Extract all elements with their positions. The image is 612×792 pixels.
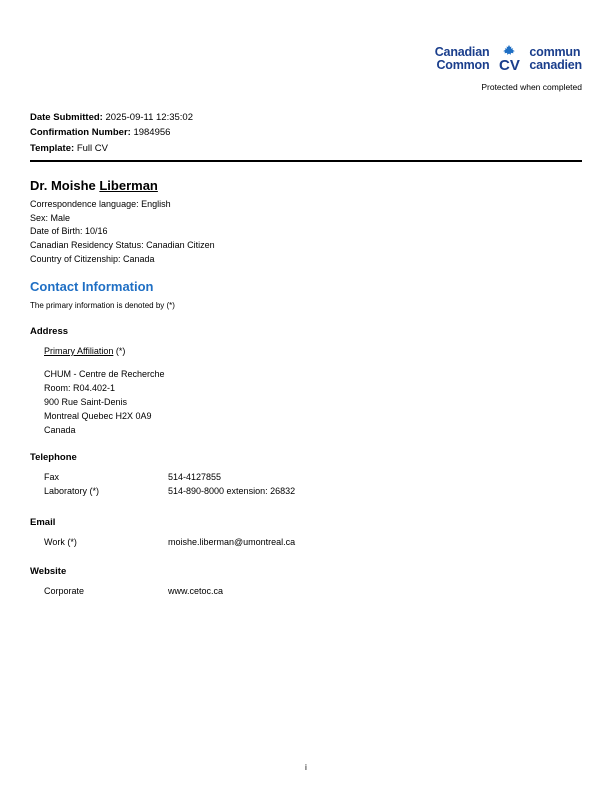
confirmation-number-value: 1984956 — [133, 127, 171, 139]
protected-notice: Protected when completed — [481, 82, 582, 92]
telephone-row — [44, 485, 295, 499]
email-row — [44, 536, 295, 550]
logo-text-left — [435, 46, 490, 72]
maple-leaf-icon — [501, 44, 517, 58]
logo-wordmark — [435, 44, 582, 74]
template-value: Full CV — [76, 142, 108, 154]
website-type: Corporate — [44, 586, 85, 596]
date-submitted-label: Date Submitted: — [30, 112, 103, 123]
address-line: Room: R04.402-1 — [44, 382, 116, 393]
primary-affiliation-label: Primary Affiliation — [44, 346, 114, 356]
email-block — [30, 517, 295, 550]
person-name — [30, 178, 215, 193]
telephone-type: Laboratory (*) — [44, 485, 100, 496]
address-block — [30, 326, 165, 438]
telephone-value: 514-4127855 — [168, 472, 222, 482]
logo-block — [435, 44, 582, 92]
contact-information-heading: Contact Information — [30, 279, 154, 294]
primary-affiliation-marker: (*) — [115, 346, 126, 356]
logo-cv-text: CV — [498, 57, 520, 74]
website-value: www.cetoc.ca — [168, 586, 224, 596]
primary-affiliation-row — [44, 345, 165, 359]
telephone-body — [44, 471, 295, 499]
address-line: Canada — [44, 424, 76, 435]
website-block — [30, 566, 223, 599]
telephone-block — [30, 452, 295, 499]
confirmation-number-label: Confirmation Number: — [30, 127, 131, 139]
date-submitted-value: 2025-09-11 12:35:02 — [105, 112, 193, 123]
person-residency-status: Canadian Residency Status: Canadian Citizen — [30, 240, 215, 251]
website-row — [44, 585, 223, 599]
address-line: CHUM - Centre de Recherche — [44, 368, 165, 379]
date-submitted-row — [30, 110, 193, 125]
logo-line-commun: commun — [529, 45, 581, 60]
confirmation-number-row — [30, 125, 193, 140]
email-body — [44, 536, 295, 550]
header-divider — [30, 160, 582, 162]
logo-line-canadien: canadien — [529, 58, 582, 72]
person-correspondence-language: Correspondence language: English — [30, 199, 171, 209]
template-label: Template: — [30, 142, 75, 154]
address-line: 900 Rue Saint-Denis — [44, 396, 128, 407]
telephone-value: 514-890-8000 extension: 26832 — [168, 485, 296, 496]
page-number: i — [305, 762, 307, 772]
person-citizenship: Country of Citizenship: Canada — [30, 253, 155, 264]
submission-meta — [30, 110, 193, 156]
logo-line-common: Common — [436, 58, 490, 72]
address-body — [44, 345, 165, 438]
logo-line-canadian: Canadian — [434, 45, 490, 60]
telephone-row — [44, 471, 295, 485]
email-type: Work (*) — [44, 537, 77, 547]
person-date-of-birth: Date of Birth: 10/16 — [30, 226, 108, 237]
primary-denotation-note: The primary information is denoted by (*) — [30, 301, 175, 310]
telephone-type: Fax — [44, 472, 60, 482]
telephone-heading: Telephone — [30, 452, 77, 463]
email-heading: Email — [30, 517, 56, 528]
address-heading: Address — [30, 326, 69, 337]
person-given-name: Dr. Moishe — [30, 178, 100, 193]
person-summary — [30, 178, 215, 266]
email-value: moishe.liberman@umontreal.ca — [168, 537, 296, 547]
website-body — [44, 585, 223, 599]
logo-text-right — [529, 46, 582, 72]
logo-center — [492, 44, 526, 74]
person-sex: Sex: Male — [30, 212, 71, 223]
website-heading: Website — [30, 566, 67, 577]
person-surname: Liberman — [99, 178, 158, 193]
template-row — [30, 141, 193, 156]
address-line: Montreal Quebec H2X 0A9 — [44, 410, 152, 421]
